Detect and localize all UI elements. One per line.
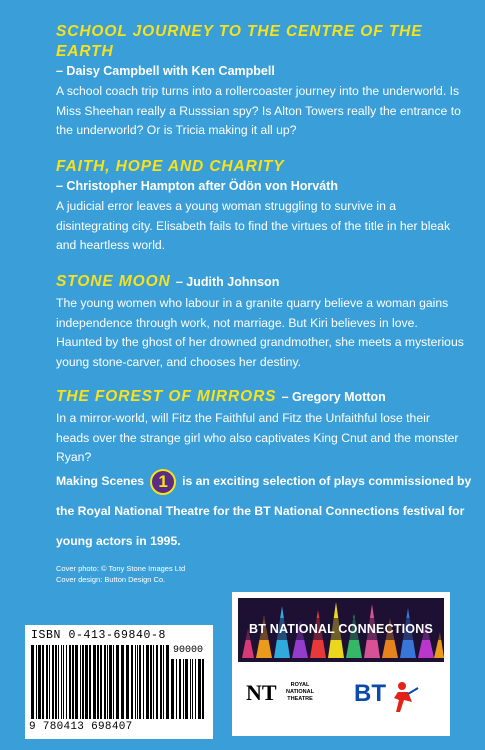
bt-logo: [354, 680, 424, 716]
barcode-bar: [61, 645, 62, 719]
barcode-bar: [38, 645, 41, 719]
cover-credits: [56, 563, 185, 585]
nt-mark: NT: [246, 680, 277, 705]
barcode-bar: [82, 645, 84, 719]
barcode-bar: [107, 645, 108, 719]
barcode-bar: [31, 645, 34, 719]
barcode-bar: [143, 645, 144, 719]
play-author: – Christopher Hampton after Ödön von Horváth: [56, 179, 338, 193]
barcode-panel: [25, 625, 213, 739]
barcode-bar: [66, 645, 67, 719]
connections-title: BT NATIONAL CONNECTIONS: [249, 622, 433, 636]
bt-piper-icon: [390, 680, 420, 716]
nt-subtitle: ROYAL NATIONAL THEATRE: [285, 682, 314, 702]
barcode-bar: [63, 645, 64, 719]
volume-badge: 1: [150, 469, 176, 495]
barcode-bar: [80, 645, 81, 719]
barcode-bar: [146, 645, 149, 719]
barcode-bar: [171, 659, 174, 719]
barcode-bar: [126, 645, 129, 719]
play-author: – Daisy Campbell with Ken Campbell: [56, 64, 275, 78]
barcode-bar: [42, 645, 44, 719]
play-description: In a mirror-world, will Fitz the Faithful and Fitz the Unfaithful lose their heads over the strange girl who also captivates King Cnut and the monster Ryan?: [56, 411, 459, 464]
barcode-bar: [36, 645, 37, 719]
barcode-bar: [75, 645, 78, 719]
barcode-bar: [163, 645, 164, 719]
play-title: STONE MOON: [56, 273, 171, 290]
play-title-line: [56, 272, 464, 292]
play-description: A judicial error leaves a young woman struggling to survive in a disintegrating city. Elisabeth fails to find the virtues of the title in her bleak and heartless world.: [56, 199, 451, 252]
price-code: 90000: [173, 645, 204, 656]
barcode-bar: [137, 645, 138, 719]
barcode-bar: [55, 645, 57, 719]
barcode-bar: [192, 659, 193, 719]
barcode-bar: [185, 659, 188, 719]
barcode-bar: [183, 659, 184, 719]
isbn-text: ISBN 0-413-69840-8: [31, 629, 167, 642]
barcode-bar: [121, 645, 124, 719]
barcode-bar: [104, 645, 106, 719]
barcode-icon: [31, 645, 169, 721]
barcode-bar: [93, 645, 96, 719]
play-title: FAITH, HOPE AND CHARITY: [56, 158, 285, 175]
sponsor-logos: [232, 592, 450, 736]
barcode-bar: [58, 645, 59, 719]
barcode-bar: [49, 645, 50, 719]
addon-barcode-icon: [171, 659, 207, 721]
barcode-bar: [153, 645, 154, 719]
national-theatre-logo: [246, 678, 336, 718]
barcode-bar: [179, 659, 181, 719]
series-blurb: [56, 466, 476, 556]
barcode-bar: [72, 645, 74, 719]
play-title: THE FOREST OF MIRRORS: [56, 388, 277, 405]
barcode-bar: [85, 645, 88, 719]
barcode-bar: [131, 645, 133, 719]
play-title-line: [56, 387, 464, 407]
barcode-bar: [202, 659, 204, 719]
barcode-bar: [100, 645, 102, 719]
barcode-bar: [89, 645, 91, 719]
barcode-bar: [69, 645, 71, 719]
connections-banner: [238, 598, 444, 662]
play-entry: [56, 387, 464, 468]
play-entry: [56, 272, 464, 372]
barcode-bar: [97, 645, 99, 719]
barcode-bar: [176, 659, 177, 719]
play-author: – Gregory Motton: [281, 390, 386, 404]
barcode-bar: [52, 645, 54, 719]
barcode-bar: [156, 645, 158, 719]
play-description: The young women who labour in a granite quarry believe a woman gains independence through work, not marriage. But Kiri believes in love. Haunted by the ghost of her drowned grandmother, she meets a mysterious young stone-carver, and chooses her destiny.: [56, 296, 464, 369]
play-entry: [56, 157, 464, 256]
series-name: Making Scenes: [56, 474, 145, 488]
barcode-bar: [46, 645, 48, 719]
barcode-bar: [135, 645, 136, 719]
play-author: – Judith Johnson: [175, 275, 280, 289]
barcode-bar: [195, 659, 196, 719]
barcode-bar: [160, 645, 162, 719]
series-description: is an exciting selection of plays commissioned by the Royal National Theatre for the BT National Connections festival for young actors in 1995.: [56, 474, 472, 548]
barcode-bar: [109, 645, 112, 719]
barcode-bar: [166, 645, 169, 719]
barcode-bar: [190, 659, 191, 719]
play-entry: [56, 22, 464, 141]
barcode-bar: [150, 645, 152, 719]
ean-number: 9 780413 698407: [29, 721, 133, 733]
barcode-bar: [198, 659, 201, 719]
barcode-bar: [116, 645, 119, 719]
bt-wordmark: BT: [354, 680, 386, 707]
design-credit: Cover design: Button Design Co.: [56, 575, 166, 584]
play-description: A school coach trip turns into a rollercoaster journey into the underworld. Is Miss Sheehan really a Russsian spy? Is Alton Towers really the entrance to the underworld? Or is Tricia making it all up?: [56, 84, 461, 137]
photo-credit: Cover photo: © Tony Stone Images Ltd: [56, 564, 186, 573]
play-title: SCHOOL JOURNEY TO THE CENTRE OF THE EARTH: [56, 23, 423, 60]
barcode-bar: [139, 645, 141, 719]
barcode-bar: [113, 645, 114, 719]
